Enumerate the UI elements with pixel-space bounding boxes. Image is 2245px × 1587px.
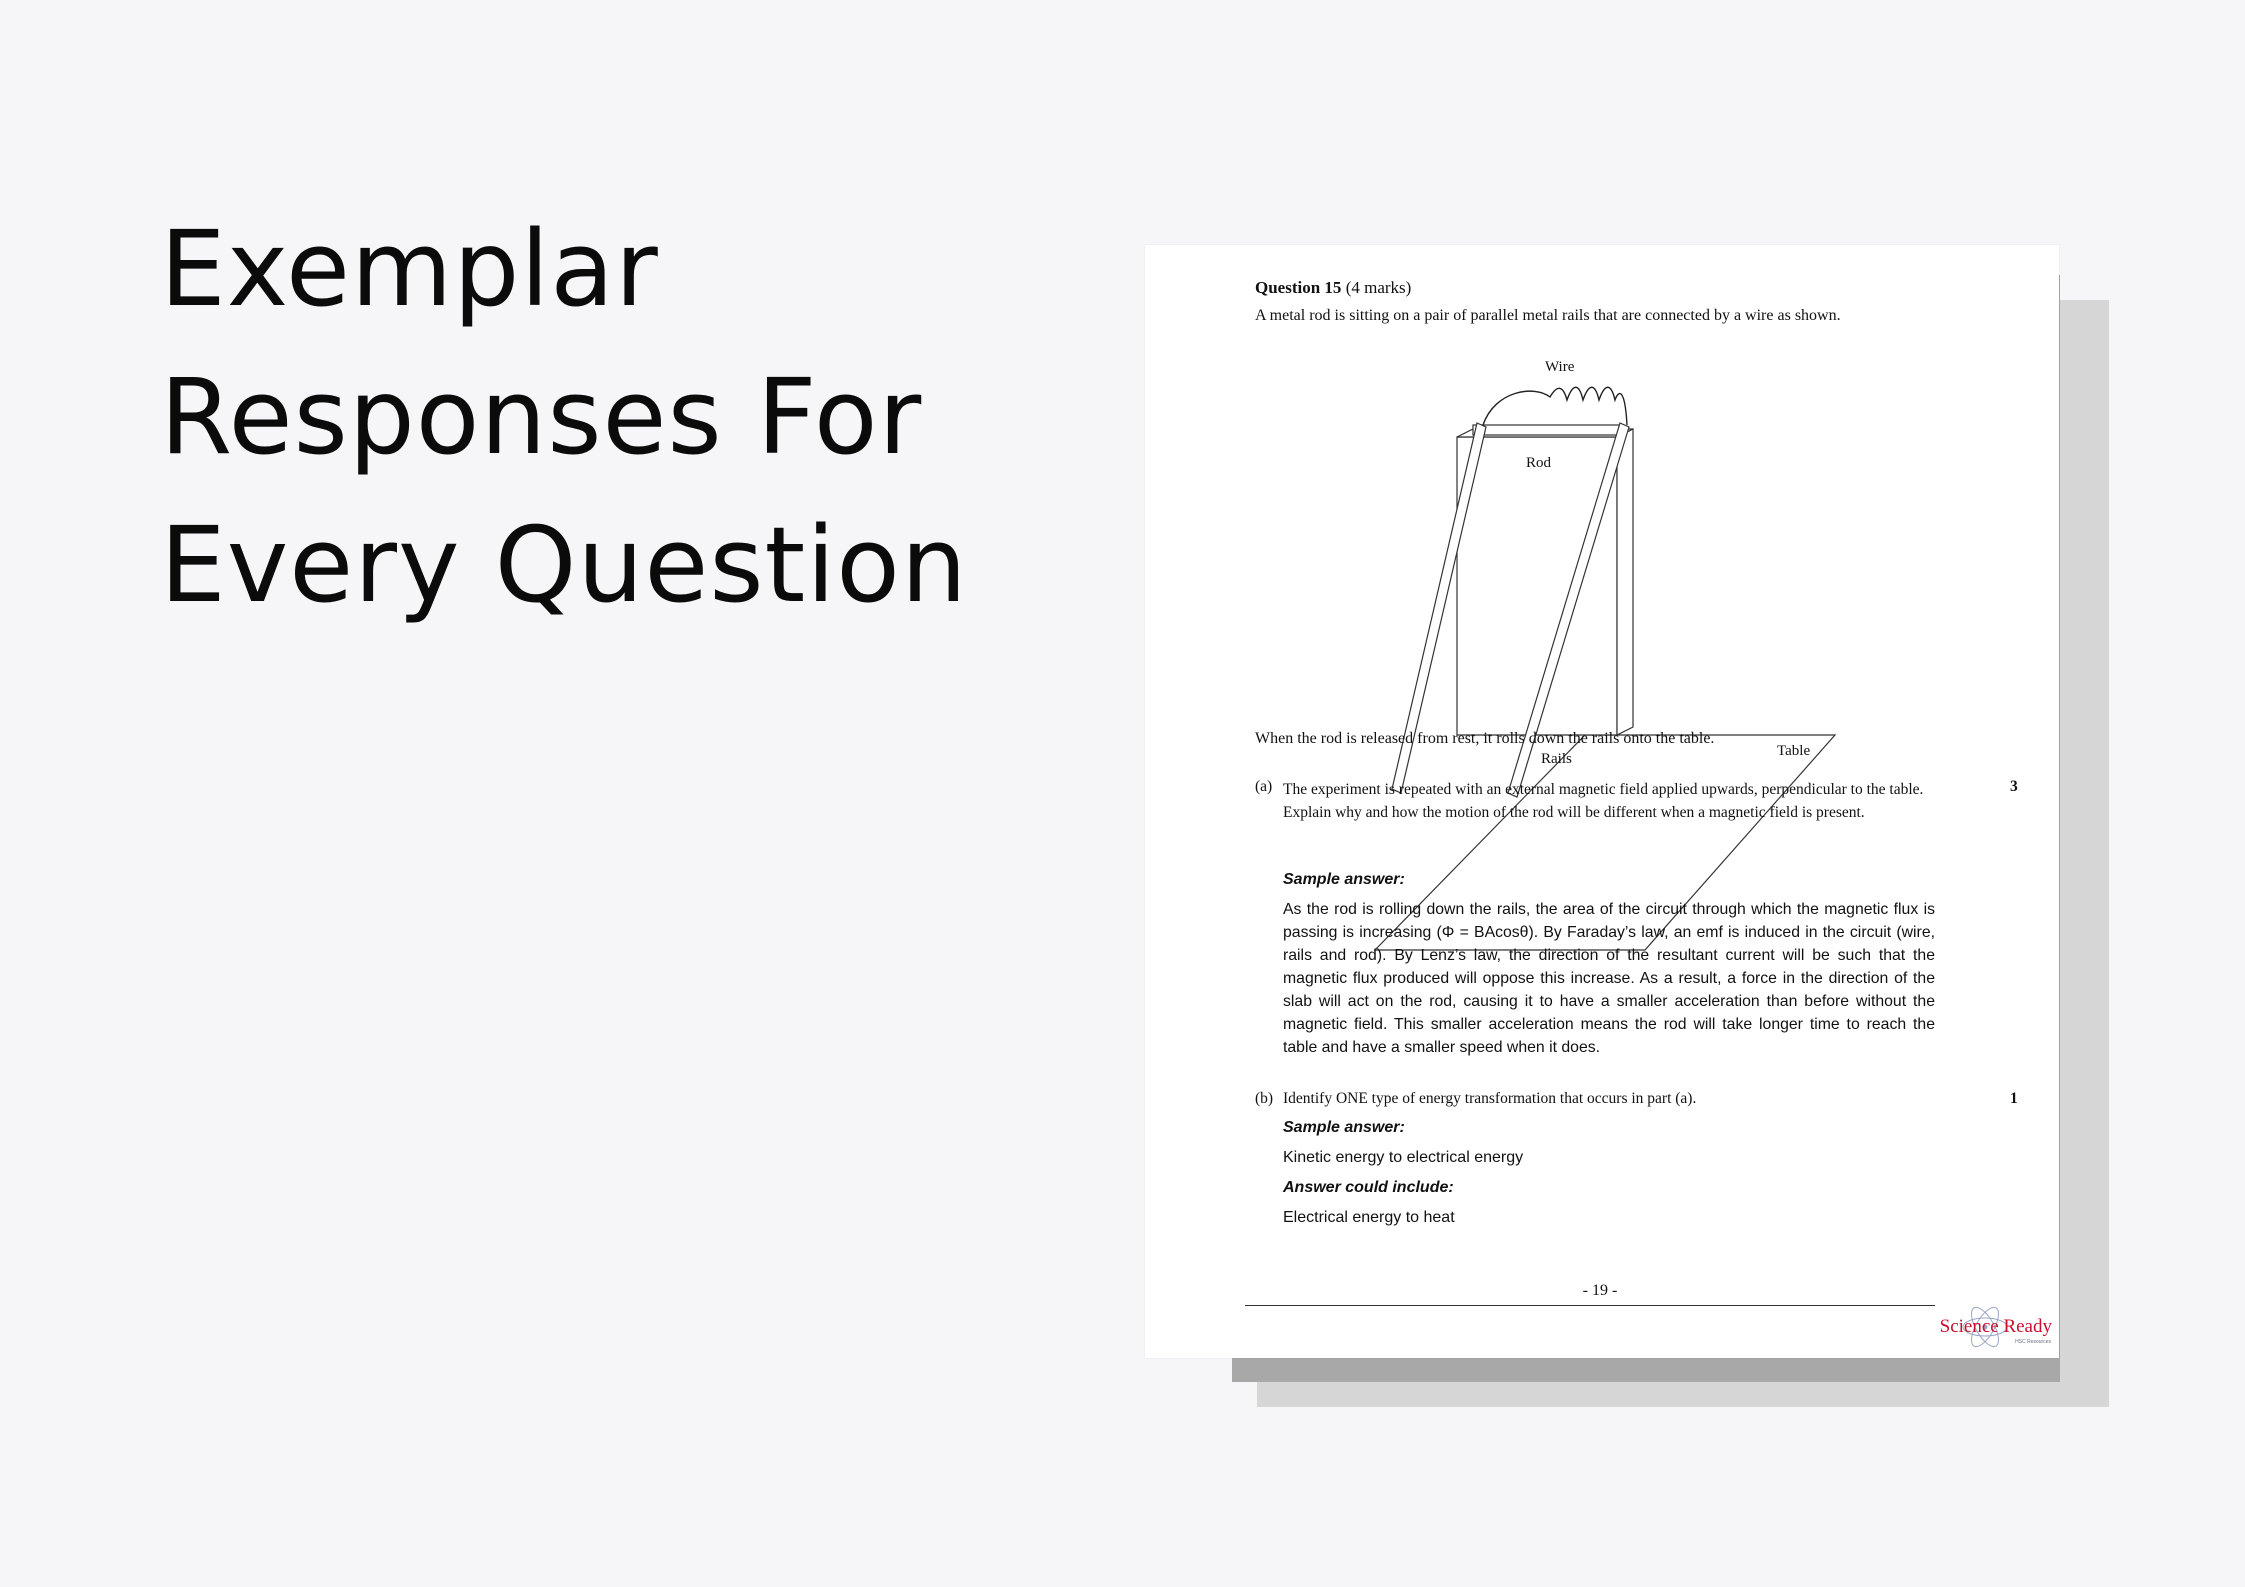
part-a-answer: As the rod is rolling down the rails, the area of the circuit through which the magnetic flux is passing is increasing (Φ = BAcosθ). By Faraday’s law, an emf is induced in the circuit (wire, rails and rod). By Lenz’s law, the direction of the resultant current will be such that the magnetic flux produced will oppose this increase. As a result, a force in the direction of the slab will act on the rod, causing it to have a smaller acceleration than before without the magnetic field. This smaller acceleration means the rod will take longer time to reach the table and have a smaller speed when it does. [1283,901,1935,1056]
headline [160,195,968,639]
label-rod: Rod [1526,455,1552,471]
question-marks: (4 marks) [1345,278,1412,297]
part-b-label: (b) [1255,1090,1274,1107]
part-b-question: Identify ONE type of energy transformation that occurs in part (a). [1283,1090,1697,1107]
page-number: - 19 - [1582,1282,1618,1299]
science-ready-logo [1908,1297,2053,1359]
logo-name: Science Ready [1939,1316,2052,1337]
part-b-sample-label: Sample answer: [1283,1119,1405,1136]
part-b-could-include-label: Answer could include: [1283,1179,1454,1196]
label-rails: Rails [1541,751,1572,767]
question-title [1255,278,1411,298]
label-wire: Wire [1545,359,1575,375]
part-a-sample-label: Sample answer: [1283,871,1405,888]
part-a-question-line2: Explain why and how the motion of the rod will be different when a magnetic field is present. [1283,804,1865,821]
label-table: Table [1777,743,1811,759]
slab-front [1457,437,1617,735]
headline-line-2: Responses For [160,356,923,478]
part-b-sample-text: Kinetic energy to electrical energy [1283,1149,1524,1166]
exam-page [1145,245,2059,1358]
part-a-label: (a) [1255,778,1273,795]
logo-tagline: HSC Resources [2015,1339,2051,1345]
part-a-question-line1: The experiment is repeated with an external magnetic field applied upwards, perpendicular to the table. [1283,781,1924,798]
wire [1483,387,1627,425]
part-a-question [1283,778,1933,824]
footer-divider [1245,1305,1935,1306]
slab-side [1617,429,1633,735]
rod-rails-diagram [1345,345,1845,955]
question-intro: A metal rod is sitting on a pair of parallel metal rails that are connected by a wire as shown. [1255,307,1841,324]
part-a-marks: 3 [2010,778,2018,795]
headline-line-1: Exemplar [160,208,659,330]
release-text: When the rod is released from rest, it rolls down the rails onto the table. [1255,730,1715,747]
rod [1473,425,1623,435]
part-b-could-include-text: Electrical energy to heat [1283,1209,1455,1226]
part-b-marks: 1 [2010,1090,2018,1107]
question-label: Question 15 [1255,278,1342,297]
headline-line-3: Every Question [160,504,968,626]
